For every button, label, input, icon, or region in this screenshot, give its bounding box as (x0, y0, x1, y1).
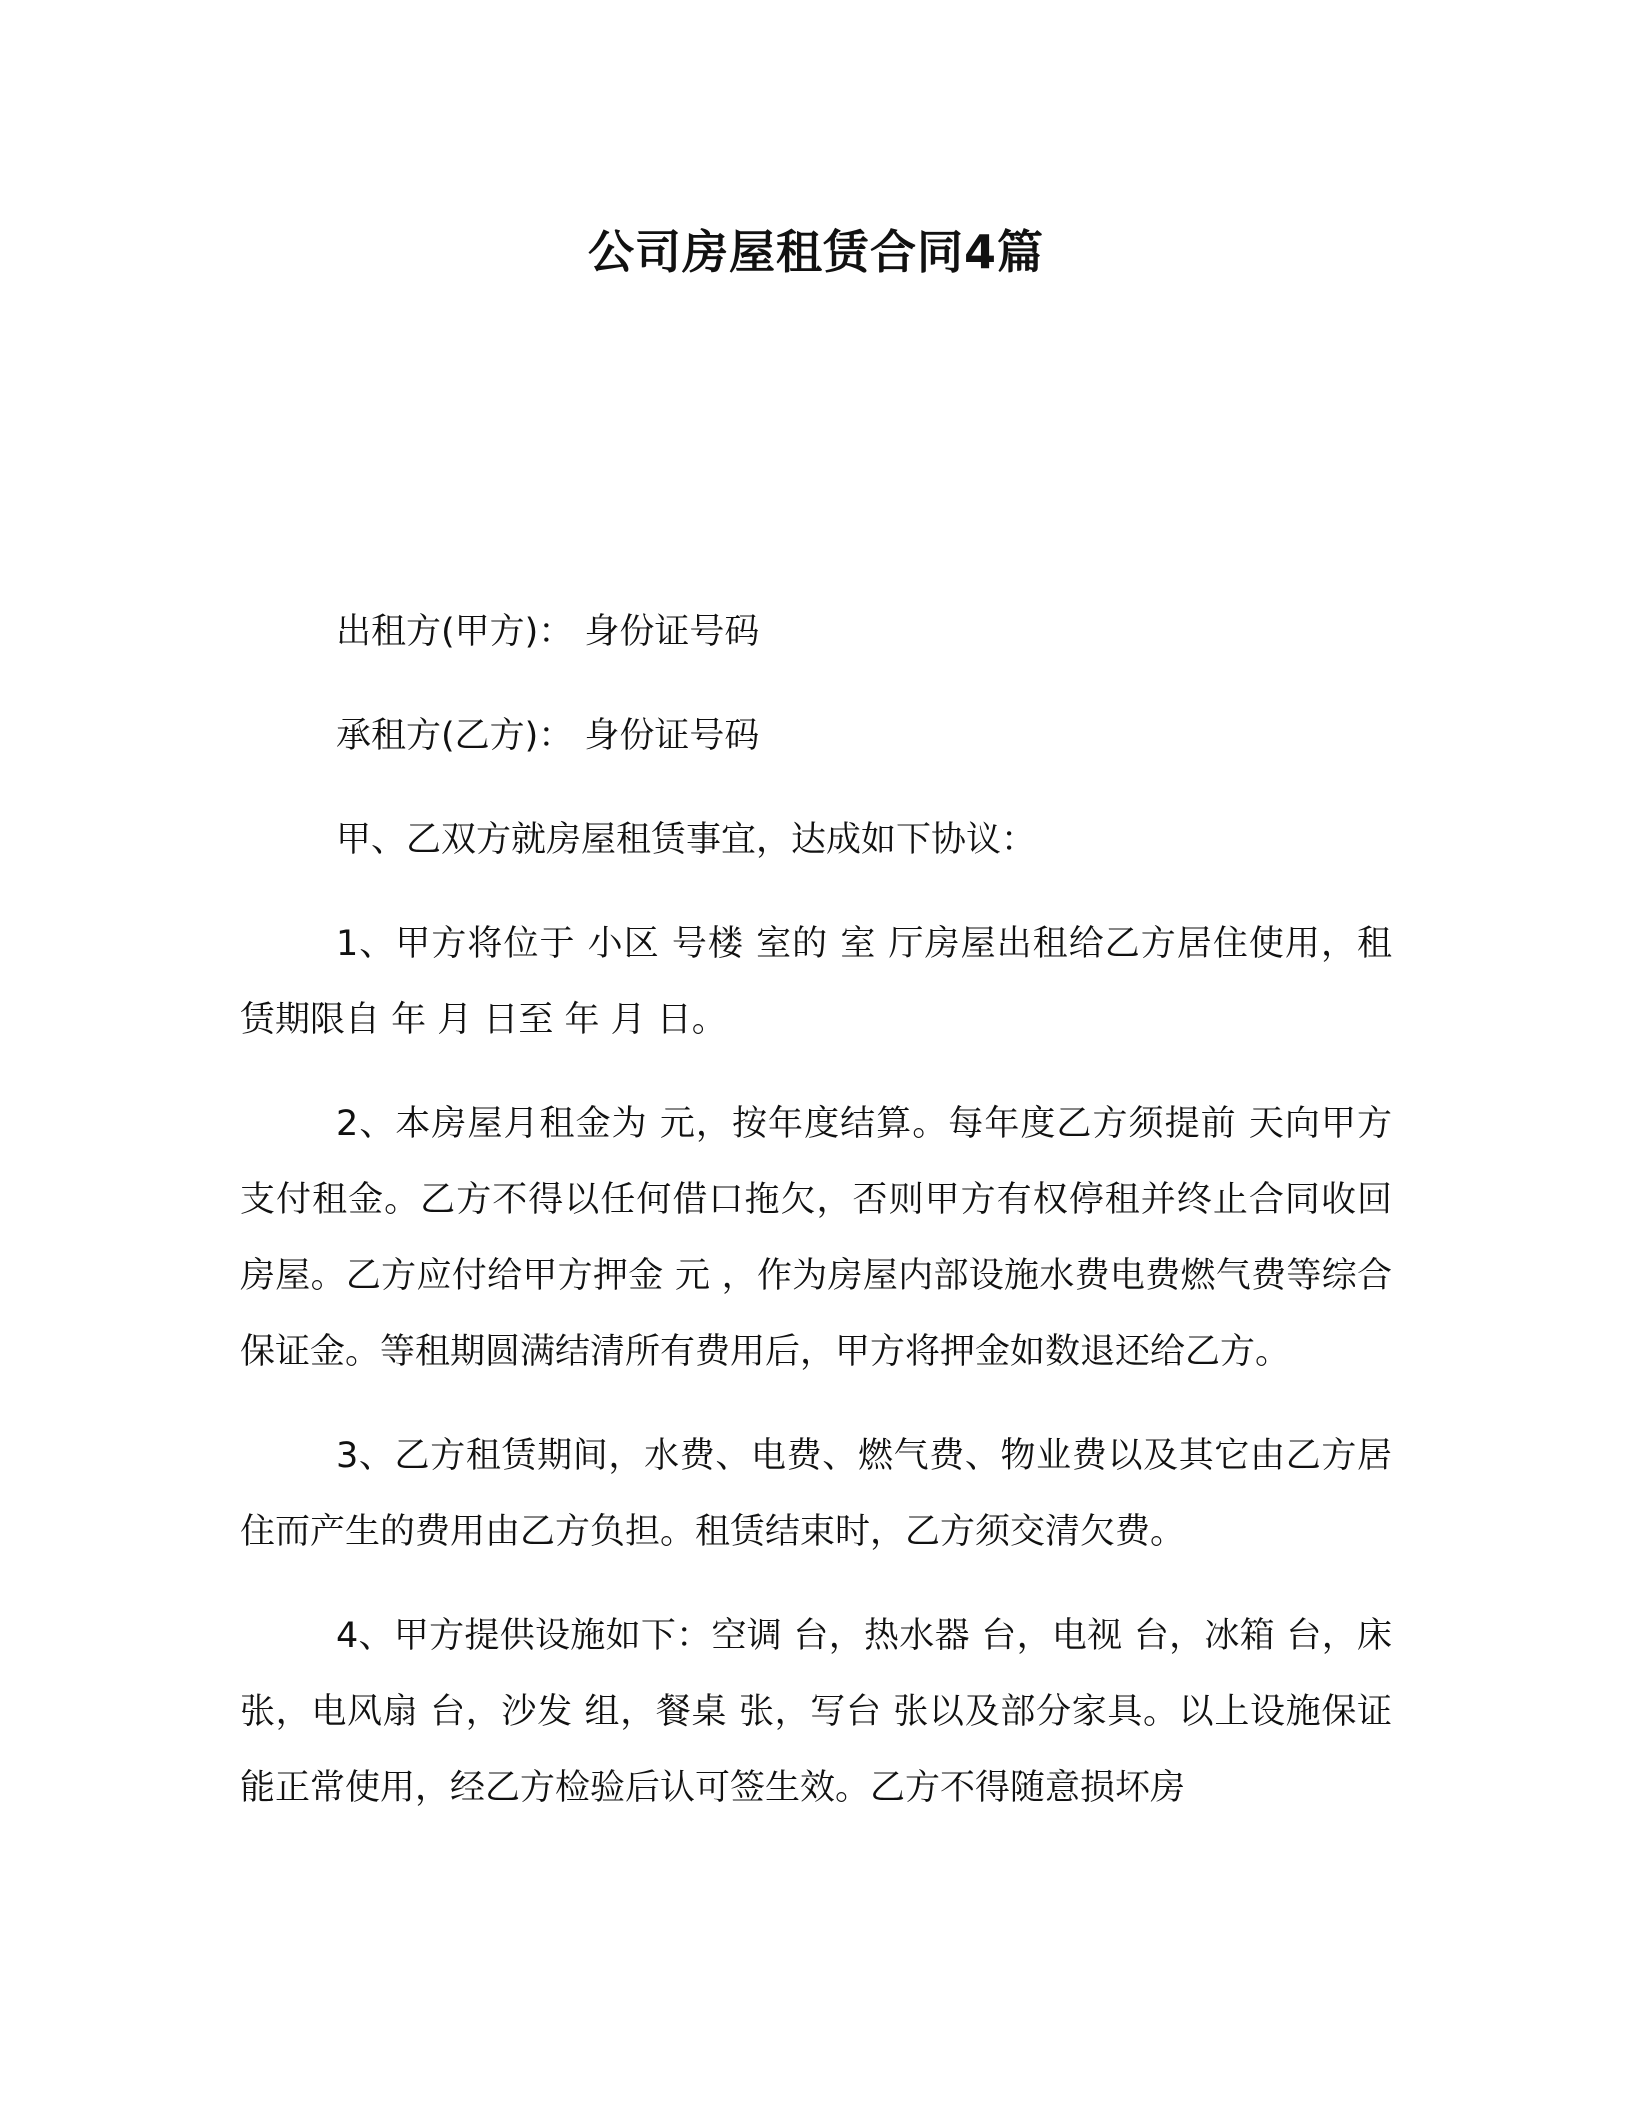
document-title: 公司房屋租赁合同4篇 (587, 225, 1044, 279)
paragraph-agreement-intro: 甲、乙双方就房屋租赁事宜，达成如下协议： (336, 820, 1037, 860)
paragraph-clause-3: 3、乙方租赁期间，水费、电费、燃气费、物业费以及其它由乙方居住而产生的费用由乙方负担。租赁结束时，乙方须交清欠费。 (240, 1436, 1392, 1552)
paragraph-clause-1: 1、甲方将位于 小区 号楼 室的 室 厅房屋出租给乙方居住使用，租赁期限自 年 月 日至 年 月 日。 (240, 924, 1392, 1040)
paragraph-lessor: 出租方(甲方)： 身份证号码 (336, 612, 760, 652)
paragraph-lessee: 承租方(乙方)： 身份证号码 (336, 716, 760, 756)
document-body (240, 594, 1392, 1854)
paragraph-clause-2: 2、本房屋月租金为 元，按年度结算。每年度乙方须提前 天向甲方支付租金。乙方不得以任何借口拖欠，否则甲方有权停租并终止合同收回房屋。乙方应付给甲方押金 元 ，作为房屋内部设施水费电费燃气费等综合保证金。等租期圆满结清所有费用后，甲方将押金如数退还给乙方。 (240, 1104, 1392, 1372)
paragraph-clause-4: 4、甲方提供设施如下：空调 台，热水器 台，电视 台，冰箱 台，床 张，电风扇 台，沙发 组，餐桌 张，写台 张以及部分家具。以上设施保证能正常使用，经乙方检验后认可签生效。乙方不得随意损坏房 (240, 1616, 1392, 1808)
